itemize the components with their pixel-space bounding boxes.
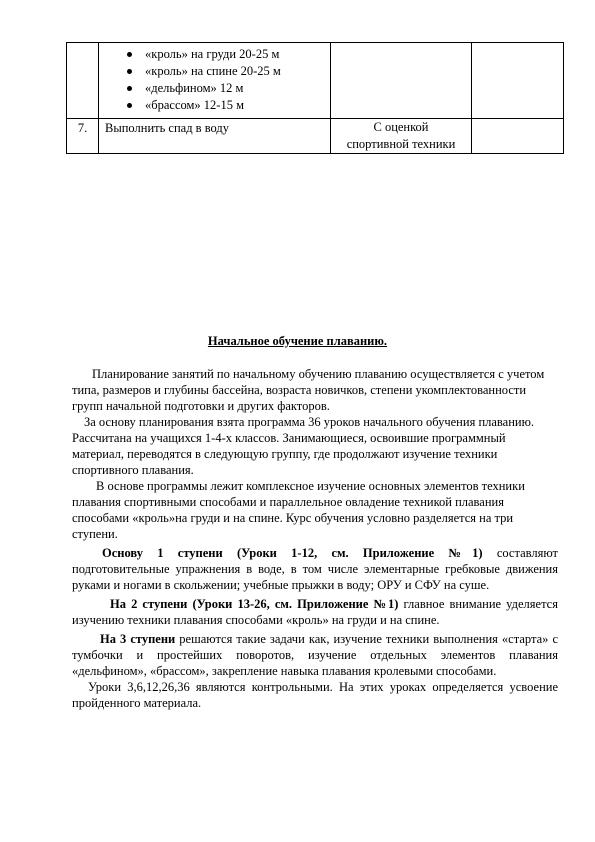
paragraph: Уроки 3,6,12,26,36 являются контрольными. На этих уроках определяется усвоение пройденного материала. xyxy=(72,680,558,710)
list-item: «кроль» на груди 20-25 м xyxy=(99,46,330,63)
exercise-cell: Выполнить спад в воду xyxy=(99,119,331,154)
stage-1-label: Основу 1 ступени (Уроки 1-12, см. Приложение №1) xyxy=(102,546,483,560)
paragraph xyxy=(72,545,558,593)
exercise-cell xyxy=(99,43,331,119)
extra-cell xyxy=(472,43,564,119)
stage-2-text: главное внимание уделяется изучению техники плавания способами «кроль» на груди и на спине. xyxy=(72,597,558,627)
paragraph xyxy=(72,631,558,679)
swim-distance-list xyxy=(99,46,330,114)
extra-cell xyxy=(472,119,564,154)
stage-3-text: решаются такие задачи как, изучение техники выполнения «старта» с тумбочки и простейших поворотов, изучение отдельных элементов плавания «дельфином», «брассом», закрепление навыка плавания кролевыми способами. xyxy=(72,632,558,678)
list-item: «кроль» на спине 20-25 м xyxy=(99,63,330,80)
list-item: «дельфином» 12 м xyxy=(99,80,330,97)
list-item: «брассом» 12-15 м xyxy=(99,97,330,114)
paragraph: Планирование занятий по начальному обучению плаванию осуществляется с учетом типа, размеров и глубины бассейна, возраста новичков, степени укомплектованности групп начальной подготовки и других факторов. xyxy=(72,367,545,413)
body-text xyxy=(72,366,558,711)
table-row xyxy=(67,43,564,119)
stage-1-text: составляют подготовительные упражнения в воде, в том числе элементарные гребковые движения руками и ногами в скольжении; учебные прыжки в воду; ОРУ и СФУ на суше. xyxy=(72,546,558,592)
stage-3-label: На 3 ступени xyxy=(100,632,176,646)
section-heading: Начальное обучение плаванию. xyxy=(207,334,388,348)
exercise-table xyxy=(66,42,564,154)
rating-cell xyxy=(331,43,472,119)
row-number-cell: 7. xyxy=(67,119,99,154)
table-row xyxy=(67,119,564,154)
rating-line: С оценкой xyxy=(373,120,429,134)
paragraph xyxy=(72,596,558,628)
rating-line: спортивной техники xyxy=(346,137,456,151)
paragraph: За основу планирования взята программа 36 уроков начального обучения плаванию. Рассчитана на учащихся 1-4-х классов. Занимающиеся, освоившие программный материал, переводятся в следующую группу, где продолжают изучение техники спортивного плавания. xyxy=(72,415,535,477)
paragraph: В основе программы лежит комплексное изучение основных элементов техники плавания спортивными способами и параллельное овладение техникой плавания способами «кроль»на груди и на спине. Курс обучения условно разделяется на три ступени. xyxy=(72,479,525,541)
rating-cell xyxy=(331,119,472,154)
stage-2-label: На 2 ступени (Уроки 13-26, см. Приложение №1) xyxy=(110,597,399,611)
row-number-cell xyxy=(67,43,99,119)
